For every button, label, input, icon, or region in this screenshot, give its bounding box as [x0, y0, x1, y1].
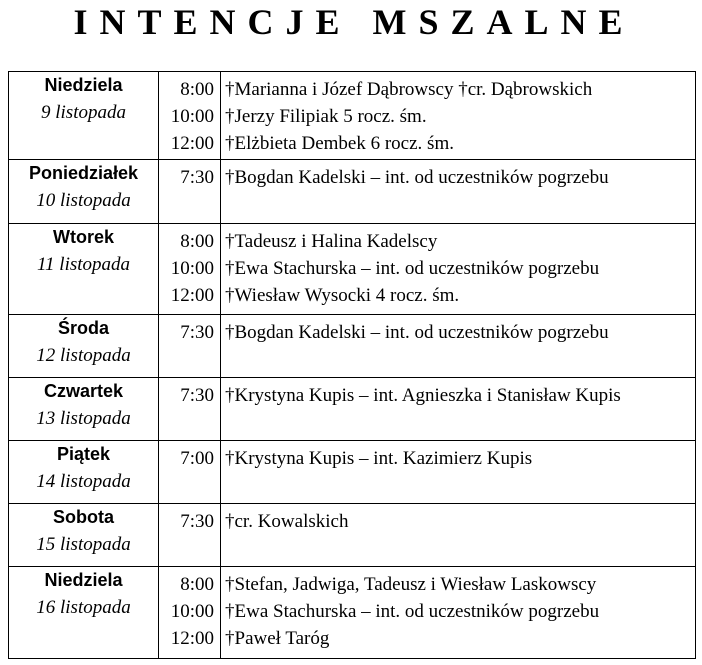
- day-date: 12 listopada: [36, 345, 131, 366]
- table-row: [9, 441, 696, 504]
- intentions-cell: [221, 315, 696, 378]
- day-date: 9 listopada: [41, 102, 126, 123]
- times-cell: [159, 504, 221, 567]
- mass-time: 12:00: [170, 133, 214, 154]
- table-row: [9, 378, 696, 441]
- day-cell: [9, 160, 159, 224]
- day-date: 10 listopada: [36, 190, 131, 211]
- mass-time: 12:00: [170, 628, 214, 649]
- day-cell: [9, 224, 159, 315]
- table-row: [9, 160, 696, 224]
- intentions-cell: [221, 72, 696, 160]
- intentions-cell: [221, 567, 696, 659]
- intention-text: †Marianna i Józef Dąbrowscy †cr. Dąbrowskich: [225, 79, 593, 100]
- table-row: [9, 224, 696, 315]
- day-name: Środa: [57, 318, 109, 338]
- day-date: 15 listopada: [36, 534, 131, 555]
- intentions-cell: [221, 224, 696, 315]
- intention-text: †Paweł Taróg: [225, 628, 330, 649]
- intention-text: †Krystyna Kupis – int. Agnieszka i Stanisław Kupis: [225, 385, 621, 406]
- day-cell: [9, 441, 159, 504]
- day-date: 13 listopada: [36, 408, 131, 429]
- day-cell: [9, 504, 159, 567]
- day-name: Czwartek: [43, 381, 124, 401]
- table-row: [9, 315, 696, 378]
- times-cell: [159, 160, 221, 224]
- mass-time: 8:00: [180, 79, 214, 100]
- day-name: Niedziela: [44, 75, 123, 95]
- day-name: Sobota: [53, 507, 114, 527]
- intention-text: †Ewa Stachurska – int. od uczestników pogrzebu: [225, 601, 600, 622]
- intention-text: †Wiesław Wysocki 4 rocz. śm.: [225, 285, 460, 306]
- mass-time: 8:00: [180, 231, 214, 252]
- table-row: [9, 504, 696, 567]
- day-date: 14 listopada: [36, 471, 131, 492]
- intention-text: †Stefan, Jadwiga, Tadeusz i Wiesław Laskowscy: [225, 574, 597, 595]
- mass-time: 7:00: [180, 448, 214, 469]
- day-date: 16 listopada: [36, 597, 131, 618]
- times-cell: [159, 224, 221, 315]
- mass-time: 10:00: [170, 601, 214, 622]
- mass-time: 7:30: [180, 385, 214, 406]
- times-cell: [159, 72, 221, 160]
- mass-time: 7:30: [180, 322, 214, 343]
- day-cell: [9, 567, 159, 659]
- page-title: INTENCJE MSZALNE: [73, 2, 635, 42]
- mass-time: 10:00: [170, 106, 214, 127]
- intention-text: †Bogdan Kadelski – int. od uczestników pogrzebu: [225, 322, 609, 343]
- day-cell: [9, 72, 159, 160]
- intention-text: †Elżbieta Dembek 6 rocz. śm.: [225, 133, 454, 154]
- day-cell: [9, 378, 159, 441]
- mass-intentions-table: [8, 71, 696, 659]
- mass-time: 10:00: [170, 258, 214, 279]
- times-cell: [159, 315, 221, 378]
- day-date: 11 listopada: [36, 254, 131, 275]
- intentions-cell: [221, 378, 696, 441]
- mass-time: 7:30: [180, 511, 214, 532]
- table-row: [9, 567, 696, 659]
- intention-text: †Jerzy Filipiak 5 rocz. śm.: [225, 106, 427, 127]
- mass-time: 8:00: [180, 574, 214, 595]
- intention-text: †Bogdan Kadelski – int. od uczestników pogrzebu: [225, 167, 609, 188]
- mass-time: 7:30: [180, 167, 214, 188]
- intention-text: †Krystyna Kupis – int. Kazimierz Kupis: [225, 448, 533, 469]
- day-name: Niedziela: [44, 570, 123, 590]
- times-cell: [159, 378, 221, 441]
- day-name: Poniedziałek: [28, 163, 139, 183]
- times-cell: [159, 441, 221, 504]
- times-cell: [159, 567, 221, 659]
- table-row: [9, 72, 696, 160]
- mass-time: 12:00: [170, 285, 214, 306]
- intentions-cell: [221, 160, 696, 224]
- intentions-cell: [221, 441, 696, 504]
- day-name: Wtorek: [52, 227, 114, 247]
- intention-text: †Tadeusz i Halina Kadelscy: [225, 231, 438, 252]
- intention-text: †cr. Kowalskich: [225, 511, 349, 532]
- day-cell: [9, 315, 159, 378]
- intentions-cell: [221, 504, 696, 567]
- day-name: Piątek: [56, 444, 111, 464]
- intention-text: †Ewa Stachurska – int. od uczestników pogrzebu: [225, 258, 600, 279]
